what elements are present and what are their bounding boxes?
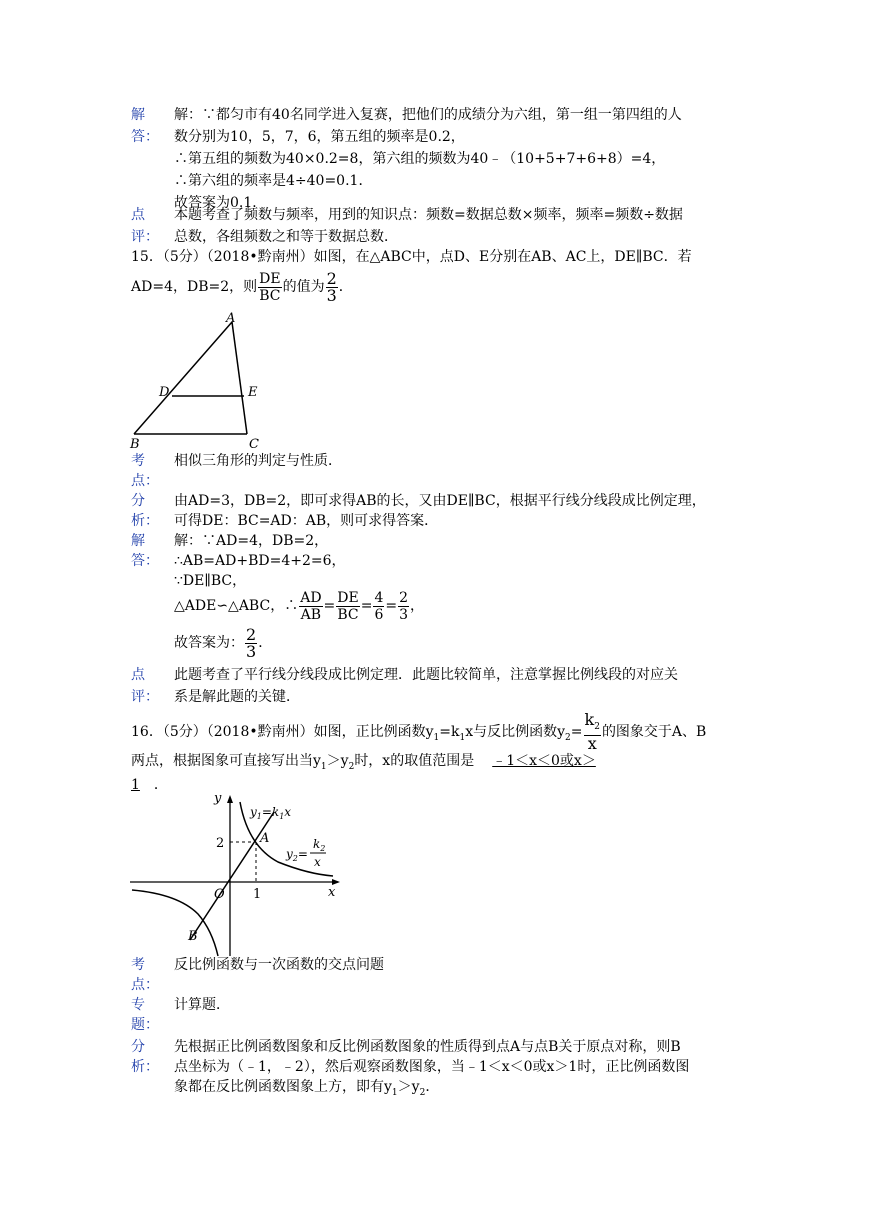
analysis-line: 可得DE：BC=AD：AB，则可求得答案． <box>174 513 439 529</box>
solution-proportion: △ADE∽△ABC，∴ $\frac{AD}{AB}$ = $\frac{DE}{BC}$ = $\frac{4}{6}$ = $\frac{2}{3}$ ， <box>174 589 425 623</box>
vertex-d-label: D <box>159 385 170 400</box>
answer-fraction: $\frac{2}{3}$ <box>326 268 337 305</box>
fraction-4-6: $\frac{4}{6}$ <box>374 589 384 623</box>
origin-label: O <box>214 887 225 902</box>
point-b-label: B <box>188 929 198 944</box>
topic: 计算题． <box>174 997 230 1013</box>
function-graph-figure <box>128 790 348 958</box>
label-dian2: 点： <box>131 473 159 489</box>
label-jie: 解 <box>131 107 145 123</box>
vertex-e-label: E <box>248 385 258 400</box>
point-a-label: A <box>260 831 270 846</box>
vertex-a-label: A <box>226 311 236 326</box>
question-stem: 15．（5分）（2018•黔南州）如图，在△ABC中，点D、E分别在AB、AC上，DE∥BC．若 <box>131 249 692 265</box>
label-da: 答： <box>131 129 159 145</box>
label-xi: 析： <box>131 1059 159 1075</box>
label-dian: 点 <box>131 667 145 683</box>
triangle-figure <box>120 308 280 453</box>
analysis-line: 先根据正比例函数图象和反比例函数图象的性质得到点A与点B关于原点对称，则B <box>174 1039 681 1055</box>
question-stem: 1 ． <box>131 777 168 793</box>
fraction-ad-ab: $\frac{AD}{AB}$ <box>300 589 322 623</box>
curve-function-label: $y_2=$ <box>286 847 308 863</box>
label-kao: 考 <box>131 957 145 973</box>
answer-fraction: $\frac{2}{3}$ <box>246 624 257 661</box>
analysis-line: 象都在反比例函数图象上方，即有$y_1>y_2$． <box>174 1079 440 1098</box>
question-stem: AD=4，DB=2，则 $\frac{DE}{BC}$ 的值为 $\frac{2}{3}$ ． <box>131 268 353 305</box>
tick-label-2: 2 <box>216 836 225 851</box>
solution-line: ∵DE∥BC， <box>174 573 247 589</box>
knowledge-point: 相似三角形的判定与性质． <box>174 453 342 469</box>
curve-denominator: x <box>314 855 321 869</box>
fraction-de-bc: $\frac{DE}{BC}$ <box>259 270 281 304</box>
y-axis-label: y <box>214 791 222 806</box>
label-ping: 评： <box>131 229 159 245</box>
review-line: 总数，各组频数之和等于数据总数． <box>174 229 398 245</box>
label-fen: 分 <box>131 493 145 509</box>
fraction-de-bc: $\frac{DE}{BC}$ <box>337 589 359 623</box>
label-dian: 点 <box>131 207 145 223</box>
label-jie: 解 <box>131 533 145 549</box>
label-ping: 评： <box>131 689 159 705</box>
final-answer: 故答案为： $\frac{2}{3}$ ． <box>174 624 273 661</box>
solution-line: 解：∵都匀市有40名同学进入复赛，把他们的成绩分为六组，第一组一第四组的人 <box>174 107 682 123</box>
solution-line: 数分别为10，5，7，6，第五组的频率是0.2， <box>174 129 465 145</box>
tick-label-1: 1 <box>253 887 262 902</box>
curve-numerator: $k_2$ <box>313 837 326 853</box>
analysis-line: 由AD=3，DB=2，即可求得AB的长，又由DE∥BC，根据平行线分线段成比例定理， <box>174 493 706 509</box>
label-kao: 考 <box>131 453 145 469</box>
label-fen: 分 <box>131 1039 145 1055</box>
vertex-b-label: B <box>130 437 140 452</box>
vertex-c-label: C <box>249 437 259 452</box>
label-dian2: 点： <box>131 977 159 993</box>
x-axis-label: x <box>328 885 336 900</box>
answer-blank: 1 <box>131 777 140 793</box>
question-stem: 两点，根据图象可直接写出当$y_1>y_2$时，x的取值范围是 ﹣1＜x＜0或x＞ <box>131 753 596 772</box>
solution-line: ∴第五组的频数为40×0.2=8，第六组的频数为40﹣（10+5+7+6+8）=4， <box>174 151 666 167</box>
solution-line: 解：∵AD=4，DB=2， <box>174 533 329 549</box>
line-function-label: $y_1=k_1x$ <box>250 805 292 821</box>
label-da: 答： <box>131 553 159 569</box>
solution-line: ∴第六组的频率是4÷40=0.1． <box>174 173 373 189</box>
knowledge-point: 反比例函数与一次函数的交点问题 <box>174 957 384 973</box>
fraction-k2-x: $\frac{k_2}{x}$ <box>584 710 600 754</box>
review-line: 系是解此题的关键． <box>174 689 300 705</box>
question-stem: 16．（5分）（2018•黔南州）如图，正比例函数$y_1=k_1x$与反比例函数$y_2=$ $\frac{k_2}{x}$ 的图象交于A、B <box>131 710 707 754</box>
label-ti: 题： <box>131 1017 159 1033</box>
answer-blank: ﹣1＜x＜0或x＞ <box>492 753 596 769</box>
review-line: 本题考查了频数与频率，用到的知识点：频数=数据总数×频率，频率=频数÷数据 <box>174 207 683 223</box>
solution-line: ∴AB=AD+BD=4+2=6， <box>174 553 346 569</box>
review-line: 此题考查了平行线分线段成比例定理．此题比较简单，注意掌握比例线段的对应关 <box>174 667 678 683</box>
analysis-line: 点坐标为（﹣1，﹣2），然后观察函数图象，当﹣1＜x＜0或x＞1时，正比例函数图 <box>174 1059 690 1075</box>
fraction-2-3: $\frac{2}{3}$ <box>399 589 409 623</box>
label-zhuan: 专 <box>131 997 145 1013</box>
label-xi: 析： <box>131 513 159 529</box>
solution-line: 故答案为0.1． <box>174 195 267 211</box>
